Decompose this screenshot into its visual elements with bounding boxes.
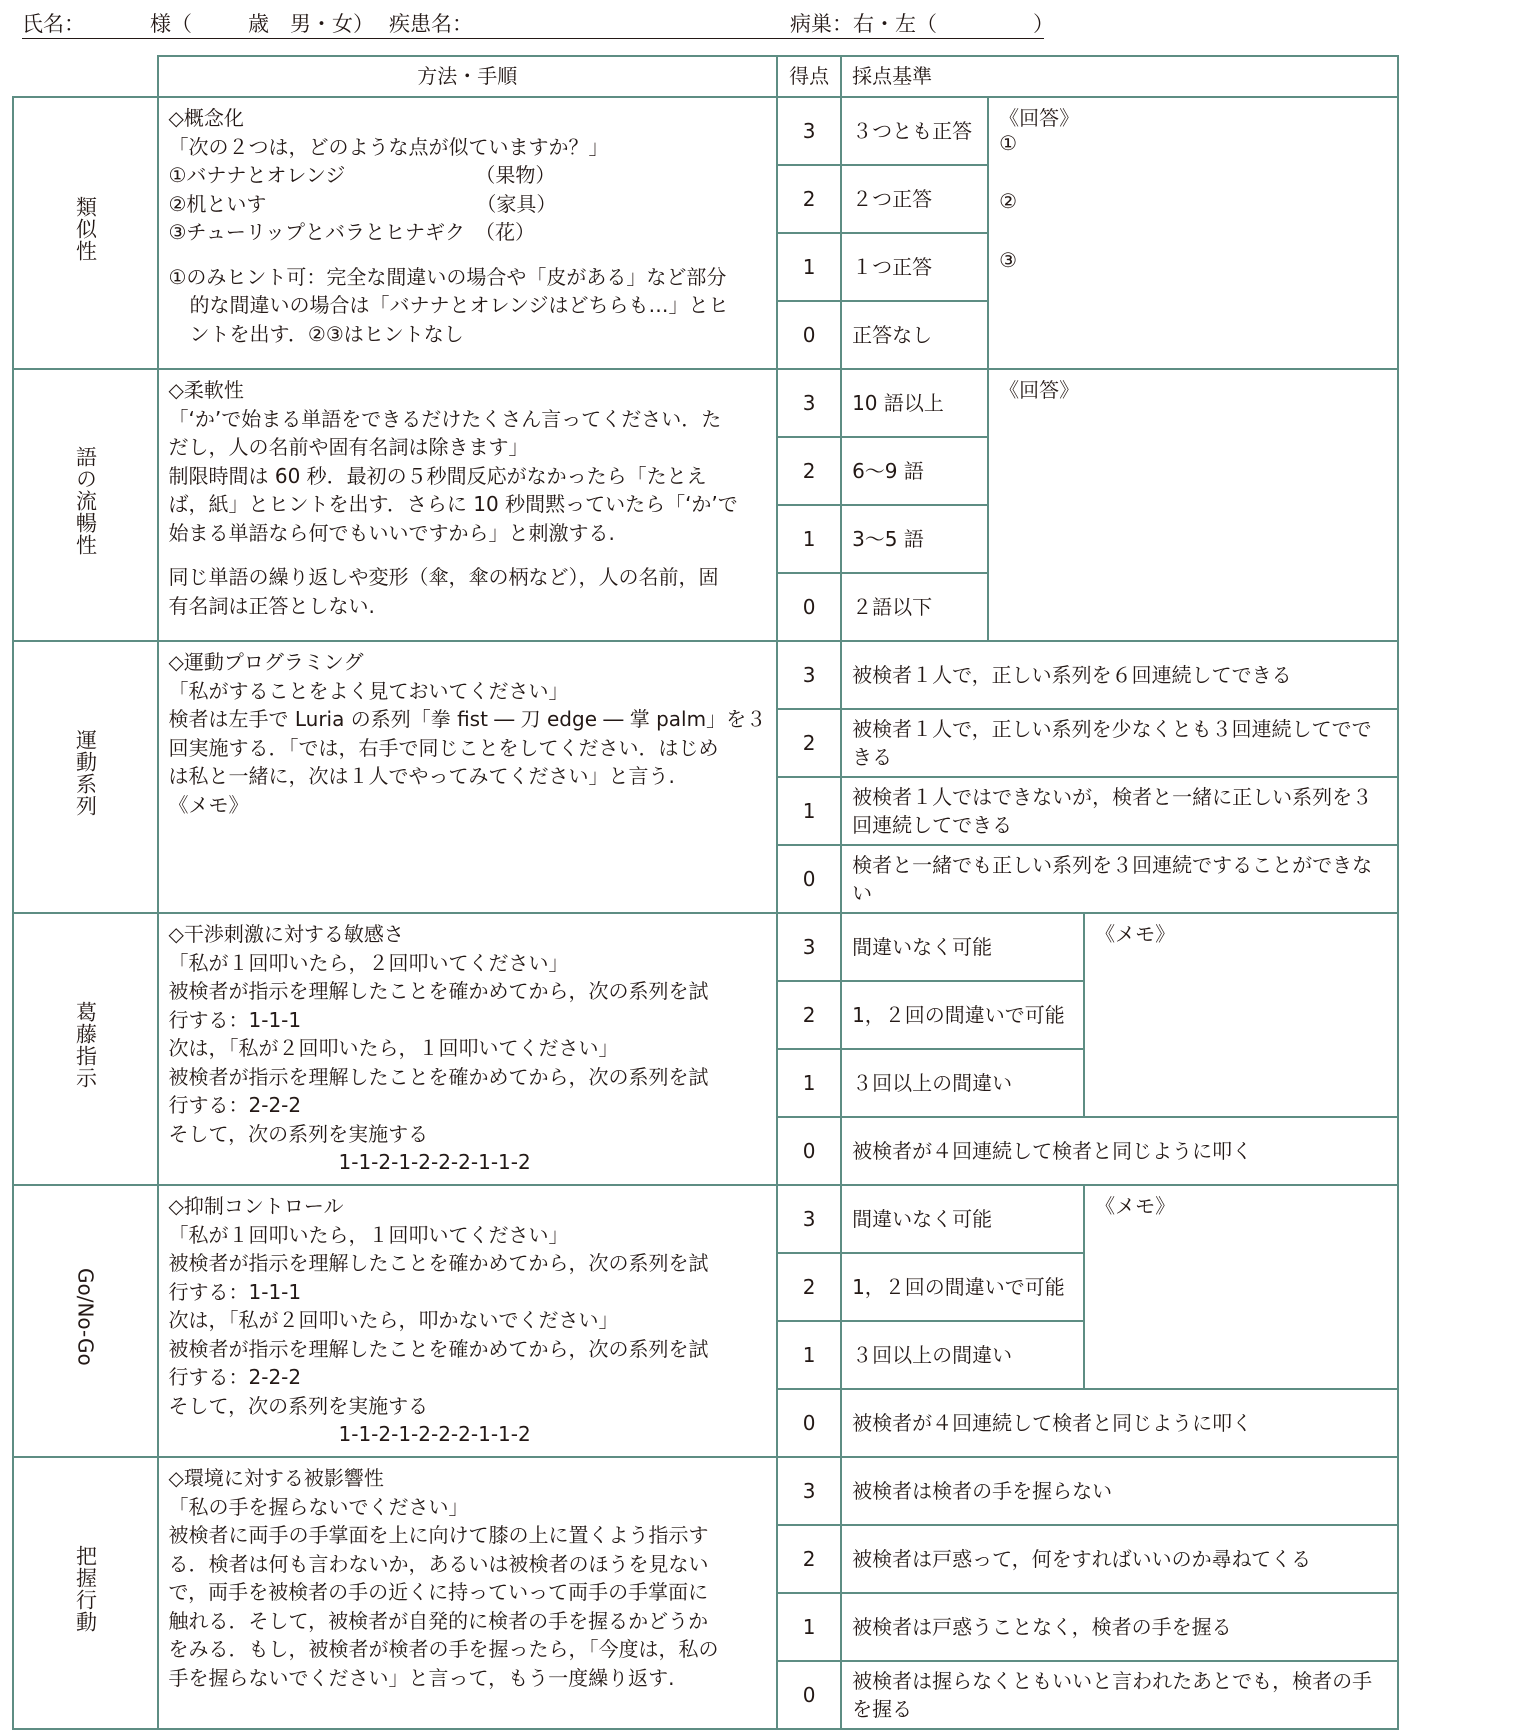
criterion-cell: ３回以上の間違い — [841, 1049, 1084, 1117]
category-motor-series: 運動系列 — [13, 641, 158, 913]
score-cell: 3 — [777, 369, 841, 437]
honorific-label: 様（ — [150, 12, 192, 36]
criterion-cell: 被検者１人で，正しい系列を少なくとも３回連続してでできる — [841, 709, 1398, 777]
criterion-cell: 被検者は検者の手を握らない — [841, 1457, 1398, 1525]
score-cell: 3 — [777, 641, 841, 709]
criterion-cell: １つ正答 — [841, 233, 988, 301]
memo-conflicting-instructions: 《メモ》 — [1084, 913, 1398, 1117]
criterion-cell: 間違いなく可能 — [841, 913, 1084, 981]
criterion-cell: 1，２回の間違いで可能 — [841, 1253, 1084, 1321]
criterion-cell: 被検者１人で，正しい系列を６回連続してできる — [841, 641, 1398, 709]
score-cell: 1 — [777, 1049, 841, 1117]
criterion-cell: 被検者が４回連続して検者と同じように叩く — [841, 1117, 1398, 1185]
corner-cell — [13, 56, 158, 97]
method-header: 方法・手順 — [158, 56, 778, 97]
category-fluency: 語の流暢性 — [13, 369, 158, 641]
criterion-cell: 検者と一緒でも正しい系列を３回連続ですることができない — [841, 845, 1398, 913]
criterion-cell: 間違いなく可能 — [841, 1185, 1084, 1253]
score-cell: 3 — [777, 1185, 841, 1253]
method-fluency: ◇柔軟性 「‘か’で始まる単語をできるだけたくさん言ってください．た だし，人の名前や固有名詞は除きます」 制限時間は 60 秒．最初の５秒間反応がなかったら「たとえ ば，紙」とヒントを出す．さらに 10 秒間黙っていたら「‘か’で 始まる単語なら何でもいいですから」と刺激する. 同じ単語の繰り返しや変形（傘，傘の柄など），人の名前，固 有名詞は正答としない. — [158, 369, 778, 641]
score-cell: 0 — [777, 845, 841, 913]
score-header: 得点 — [777, 56, 841, 97]
criterion-cell: ３つとも正答 — [841, 97, 988, 165]
age-sex-label: 歳 男・女） — [248, 12, 374, 36]
criterion-cell: 被検者１人ではできないが，検者と一緒に正しい系列を３回連続してできる — [841, 777, 1398, 845]
name-label: 氏名： — [22, 12, 85, 36]
method-motor-series: ◇運動プログラミング 「私がすることをよく見ておいてください」 検者は左手で Luria の系列「拳 fist ― 刀 edge ― 掌 palm」を３ 回実施する．「では，右手で同じことをしてください．はじめ は私と一緒に，次は１人でやってみてください」と言う. 《メモ》 — [158, 641, 778, 913]
criterion-cell: 被検者は握らなくともいいと言われたあとでも，検者の手を握る — [841, 1661, 1398, 1729]
category-grasping: 把握行動 — [13, 1457, 158, 1729]
score-cell: 2 — [777, 1525, 841, 1593]
score-cell: 3 — [777, 1457, 841, 1525]
criteria-header: 採点基準 — [841, 56, 1398, 97]
criterion-cell: 6〜9 語 — [841, 437, 988, 505]
criterion-cell: 1，２回の間違いで可能 — [841, 981, 1084, 1049]
score-cell: 1 — [777, 1321, 841, 1389]
score-cell: 3 — [777, 97, 841, 165]
method-grasping: ◇環境に対する被影響性 「私の手を握らないでください」 被検者に両手の手掌面を上に向けて膝の上に置くよう指示す る．検者は何も言わないか，あるいは被検者のほうを見ない で，両手を被検者の手の近くに持っていって両手の手掌面に 触れる．そして，被検者が自発的に検者の手を握るかどうか をみる．もし，被検者が検者の手を握ったら，「今度は，私の 手を握らないでください」と言って，もう一度繰り返す. — [158, 1457, 778, 1729]
score-cell: 0 — [777, 301, 841, 369]
criterion-cell: 被検者は戸惑うことなく，検者の手を握る — [841, 1593, 1398, 1661]
criterion-cell: 被検者が４回連続して検者と同じように叩く — [841, 1389, 1398, 1457]
score-cell: 1 — [777, 233, 841, 301]
score-cell: 1 — [777, 505, 841, 573]
score-cell: 0 — [777, 1661, 841, 1729]
score-cell: 2 — [777, 165, 841, 233]
category-conflicting-instructions: 葛藤指示 — [13, 913, 158, 1185]
criterion-cell: ２語以下 — [841, 573, 988, 641]
memo-go-no-go: 《メモ》 — [1084, 1185, 1398, 1389]
criterion-cell: ２つ正答 — [841, 165, 988, 233]
score-cell: 2 — [777, 1253, 841, 1321]
method-similarity: ◇概念化 「次の２つは，どのような点が似ていますか？」 ①バナナとオレンジ （果物） ②机といす （家具） ③チューリップとバラとヒナギク （花） ①のみヒント可：完全な間違いの場合や「皮がある」など部分 的な間違いの場合は「バナナとオレンジはどちらも…」とヒ ントを出す．②③はヒントなし — [158, 97, 778, 369]
criterion-cell: 3〜5 語 — [841, 505, 988, 573]
fab-score-table — [12, 55, 1399, 1730]
disease-label: 疾患名： — [389, 12, 473, 36]
patient-header — [22, 0, 1054, 39]
score-cell: 0 — [777, 1389, 841, 1457]
score-cell: 1 — [777, 1593, 841, 1661]
score-cell: 0 — [777, 573, 841, 641]
score-cell: 0 — [777, 1117, 841, 1185]
score-cell: 2 — [777, 437, 841, 505]
criterion-cell: 被検者は戸惑って，何をすればいいのか尋ねてくる — [841, 1525, 1398, 1593]
lesion-label: 病巣：右・左（ — [790, 12, 937, 36]
category-go-no-go: Go/No-Go — [13, 1185, 158, 1457]
category-similarity: 類似性 — [13, 97, 158, 369]
score-cell: 2 — [777, 709, 841, 777]
score-cell: 2 — [777, 981, 841, 1049]
criterion-cell: 正答なし — [841, 301, 988, 369]
method-go-no-go: ◇抑制コントロール 「私が１回叩いたら，１回叩いてください」 被検者が指示を理解したことを確かめてから，次の系列を試 行する：1-1-1 次は，「私が２回叩いたら，叩かないでください」 被検者が指示を理解したことを確かめてから，次の系列を試 行する：2-2-2 そして，次の系列を実施する 1-1-2-1-2-2-2-1-1-2 — [158, 1185, 778, 1457]
score-cell: 1 — [777, 777, 841, 845]
criterion-cell: 10 語以上 — [841, 369, 988, 437]
answer-memo-similarity: 《回答》 ① ② ③ — [988, 97, 1398, 369]
method-conflicting-instructions: ◇干渉刺激に対する敏感さ 「私が１回叩いたら，２回叩いてください」 被検者が指示を理解したことを確かめてから，次の系列を試 行する：1-1-1 次は，「私が２回叩いたら，１回叩いてください」 被検者が指示を理解したことを確かめてから，次の系列を試 行する：2-2-2 そして，次の系列を実施する 1-1-2-1-2-2-2-1-1-2 — [158, 913, 778, 1185]
answer-memo-fluency: 《回答》 — [988, 369, 1398, 641]
score-cell: 3 — [777, 913, 841, 981]
lesion-close: ） — [1033, 12, 1054, 36]
criterion-cell: ３回以上の間違い — [841, 1321, 1084, 1389]
